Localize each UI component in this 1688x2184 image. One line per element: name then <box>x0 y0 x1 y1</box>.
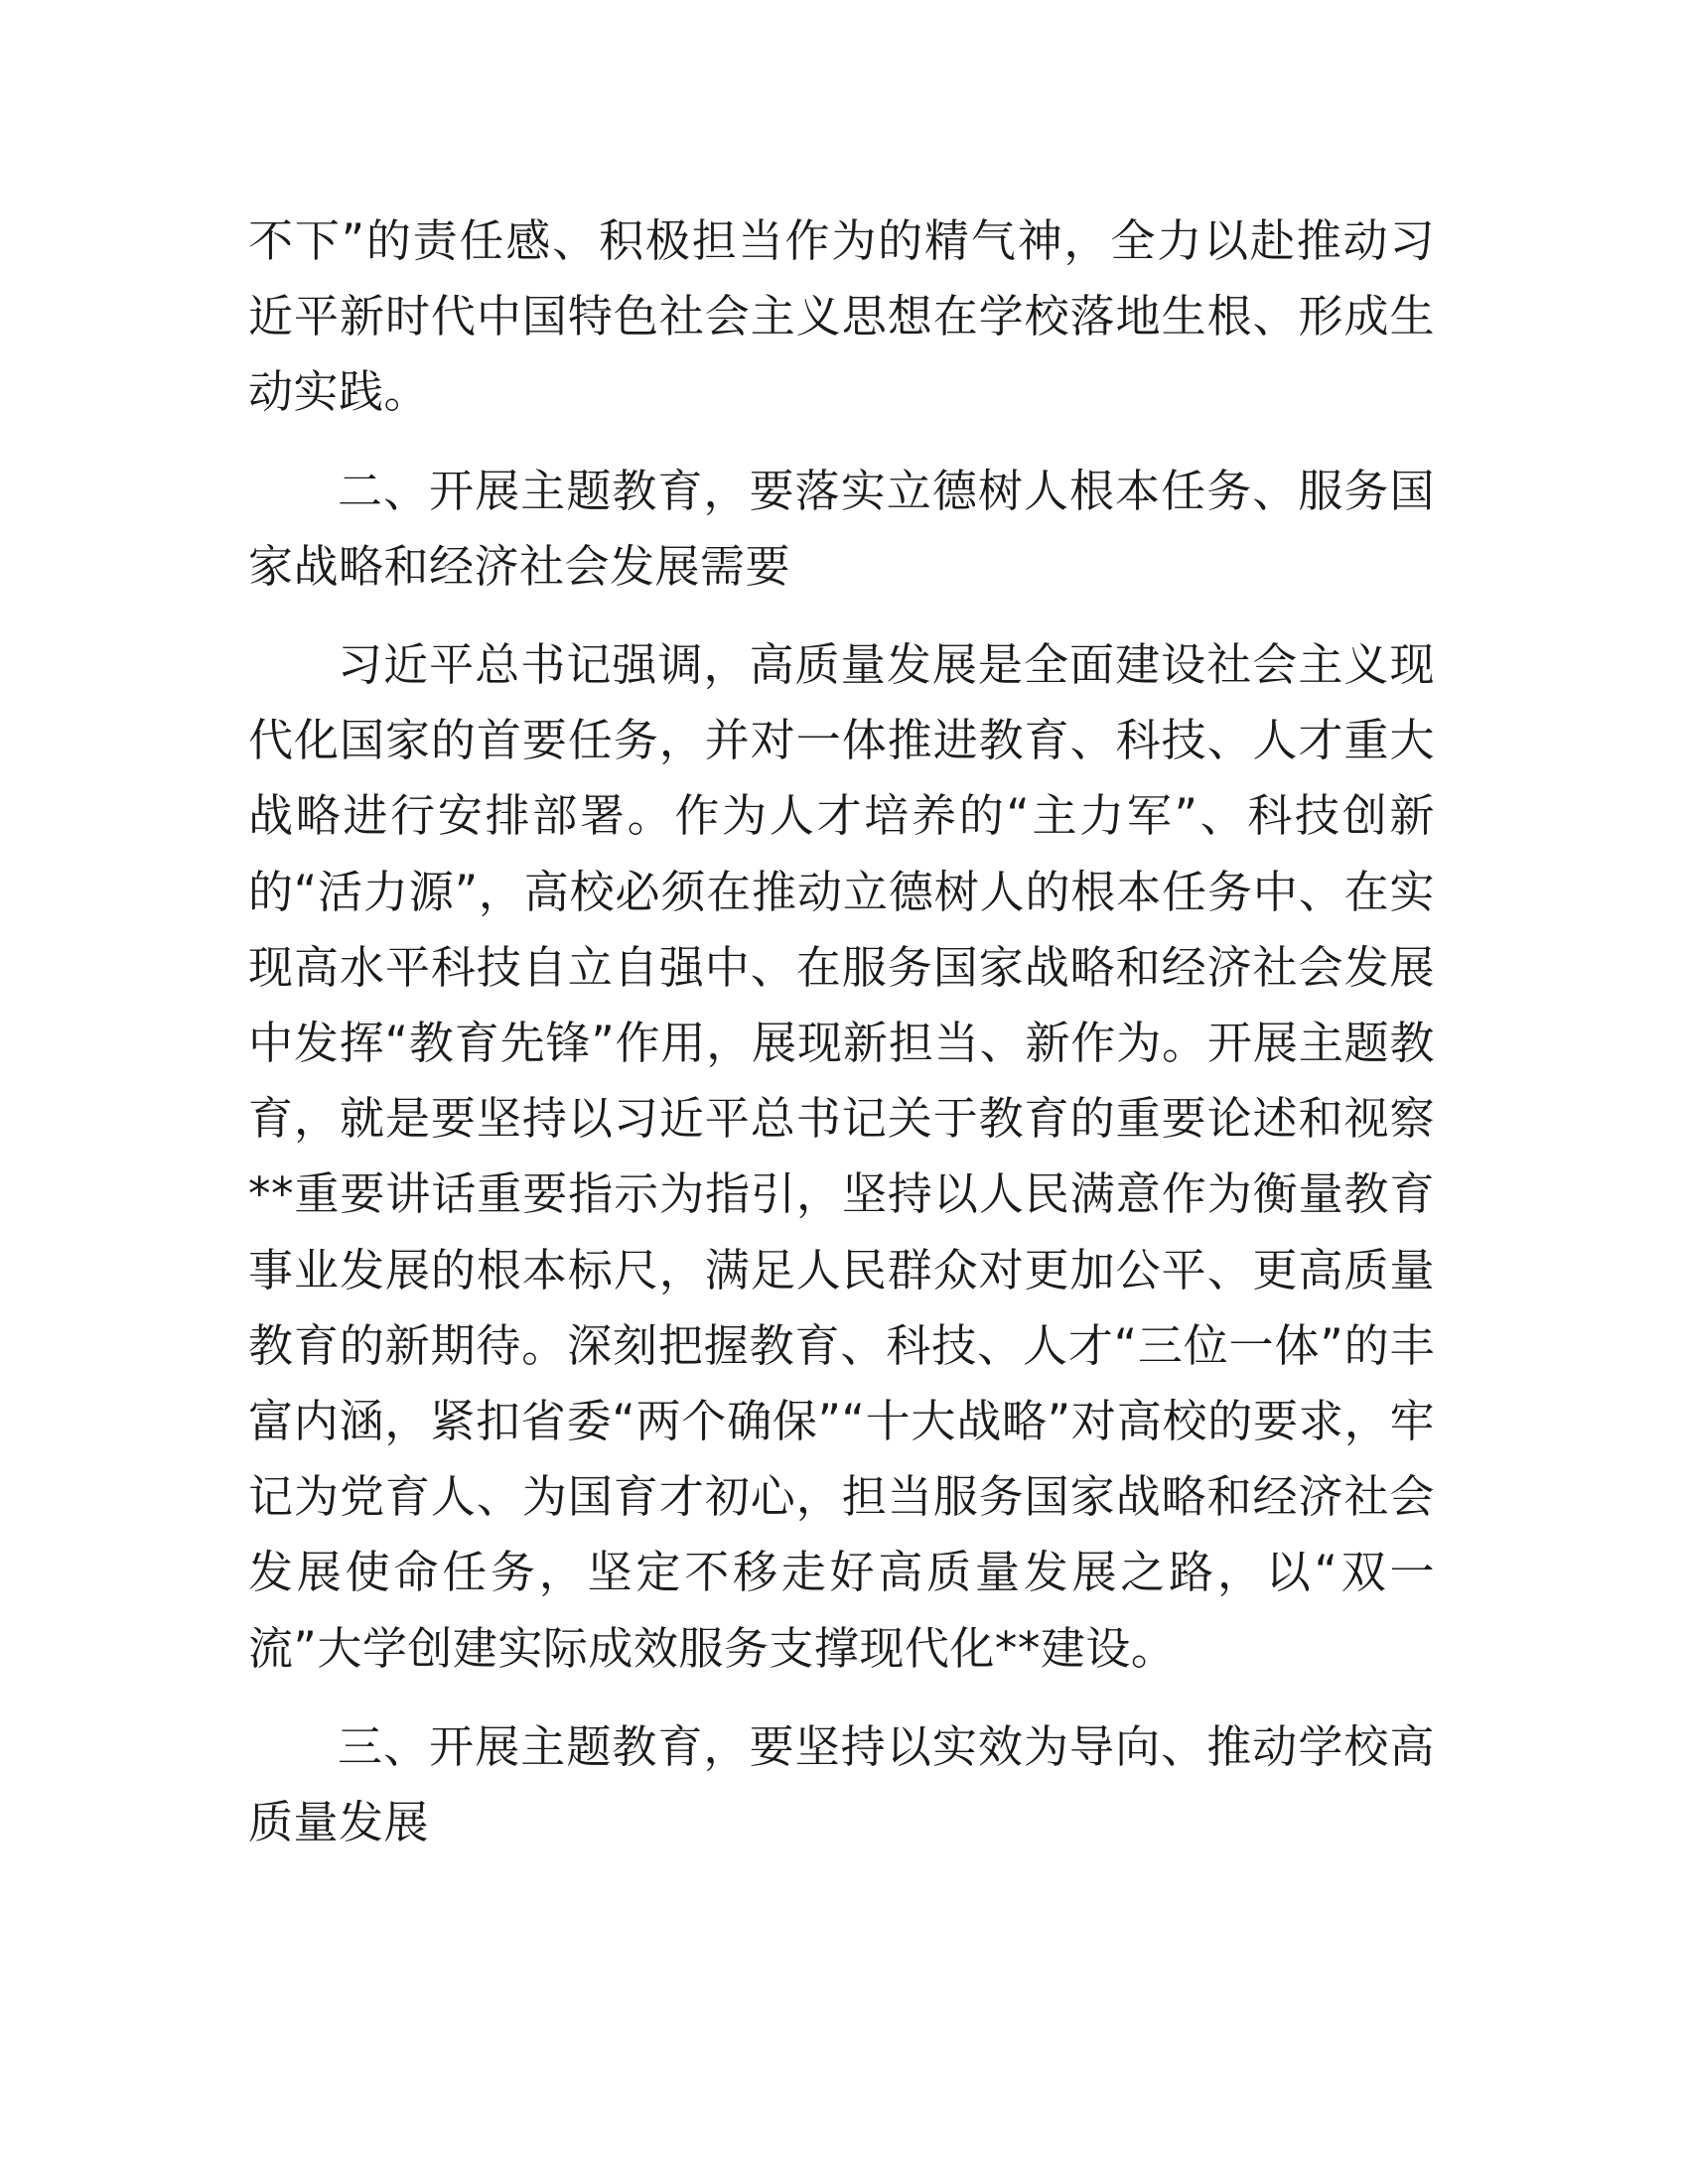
paragraph-body: 习近平总书记强调，高质量发展是全面建设社会主义现代化国家的首要任务，并对一体推进教育、科技、人才重大战略进行安排部署。作为人才培养的“主力军”、科技创新的“活力源”，高校必须在推动立德树人的根本任务中、在实现高水平科技自立自强中、在服务国家战略和经济社会发展中发挥“教育先锋”作用，展现新担当、新作为。开展主题教育，就是要坚持以习近平总书记关于教育的重要论述和视察**重要讲话重要指示为指引，坚持以人民满意作为衡量教育事业发展的根本标尺，满足人民群众对更加公平、更高质量教育的新期待。深刻把握教育、科技、人才“三位一体”的丰富内涵，紧扣省委“两个确保”“十大战略”对高校的要求，牢记为党育人、为国育才初心，担当服务国家战略和经济社会发展使命任务，坚定不移走好高质量发展之路，以“双一流”大学创建实际成效服务支撑现代化**建设。 <box>248 638 1435 1675</box>
paragraph-continuation: 不下”的责任感、积极担当作为的精气神，全力以赴推动习近平新时代中国特色社会主义思想在学校落地生根、形成生动实践。 <box>248 214 1435 419</box>
section-heading-two: 二、开展主题教育，要落实立德树人根本任务、服务国家战略和经济社会发展需要 <box>248 464 1435 593</box>
section-heading-three: 三、开展主题教育，要坚持以实效为导向、推动学校高质量发展 <box>248 1719 1435 1849</box>
document-body <box>248 204 1435 1860</box>
